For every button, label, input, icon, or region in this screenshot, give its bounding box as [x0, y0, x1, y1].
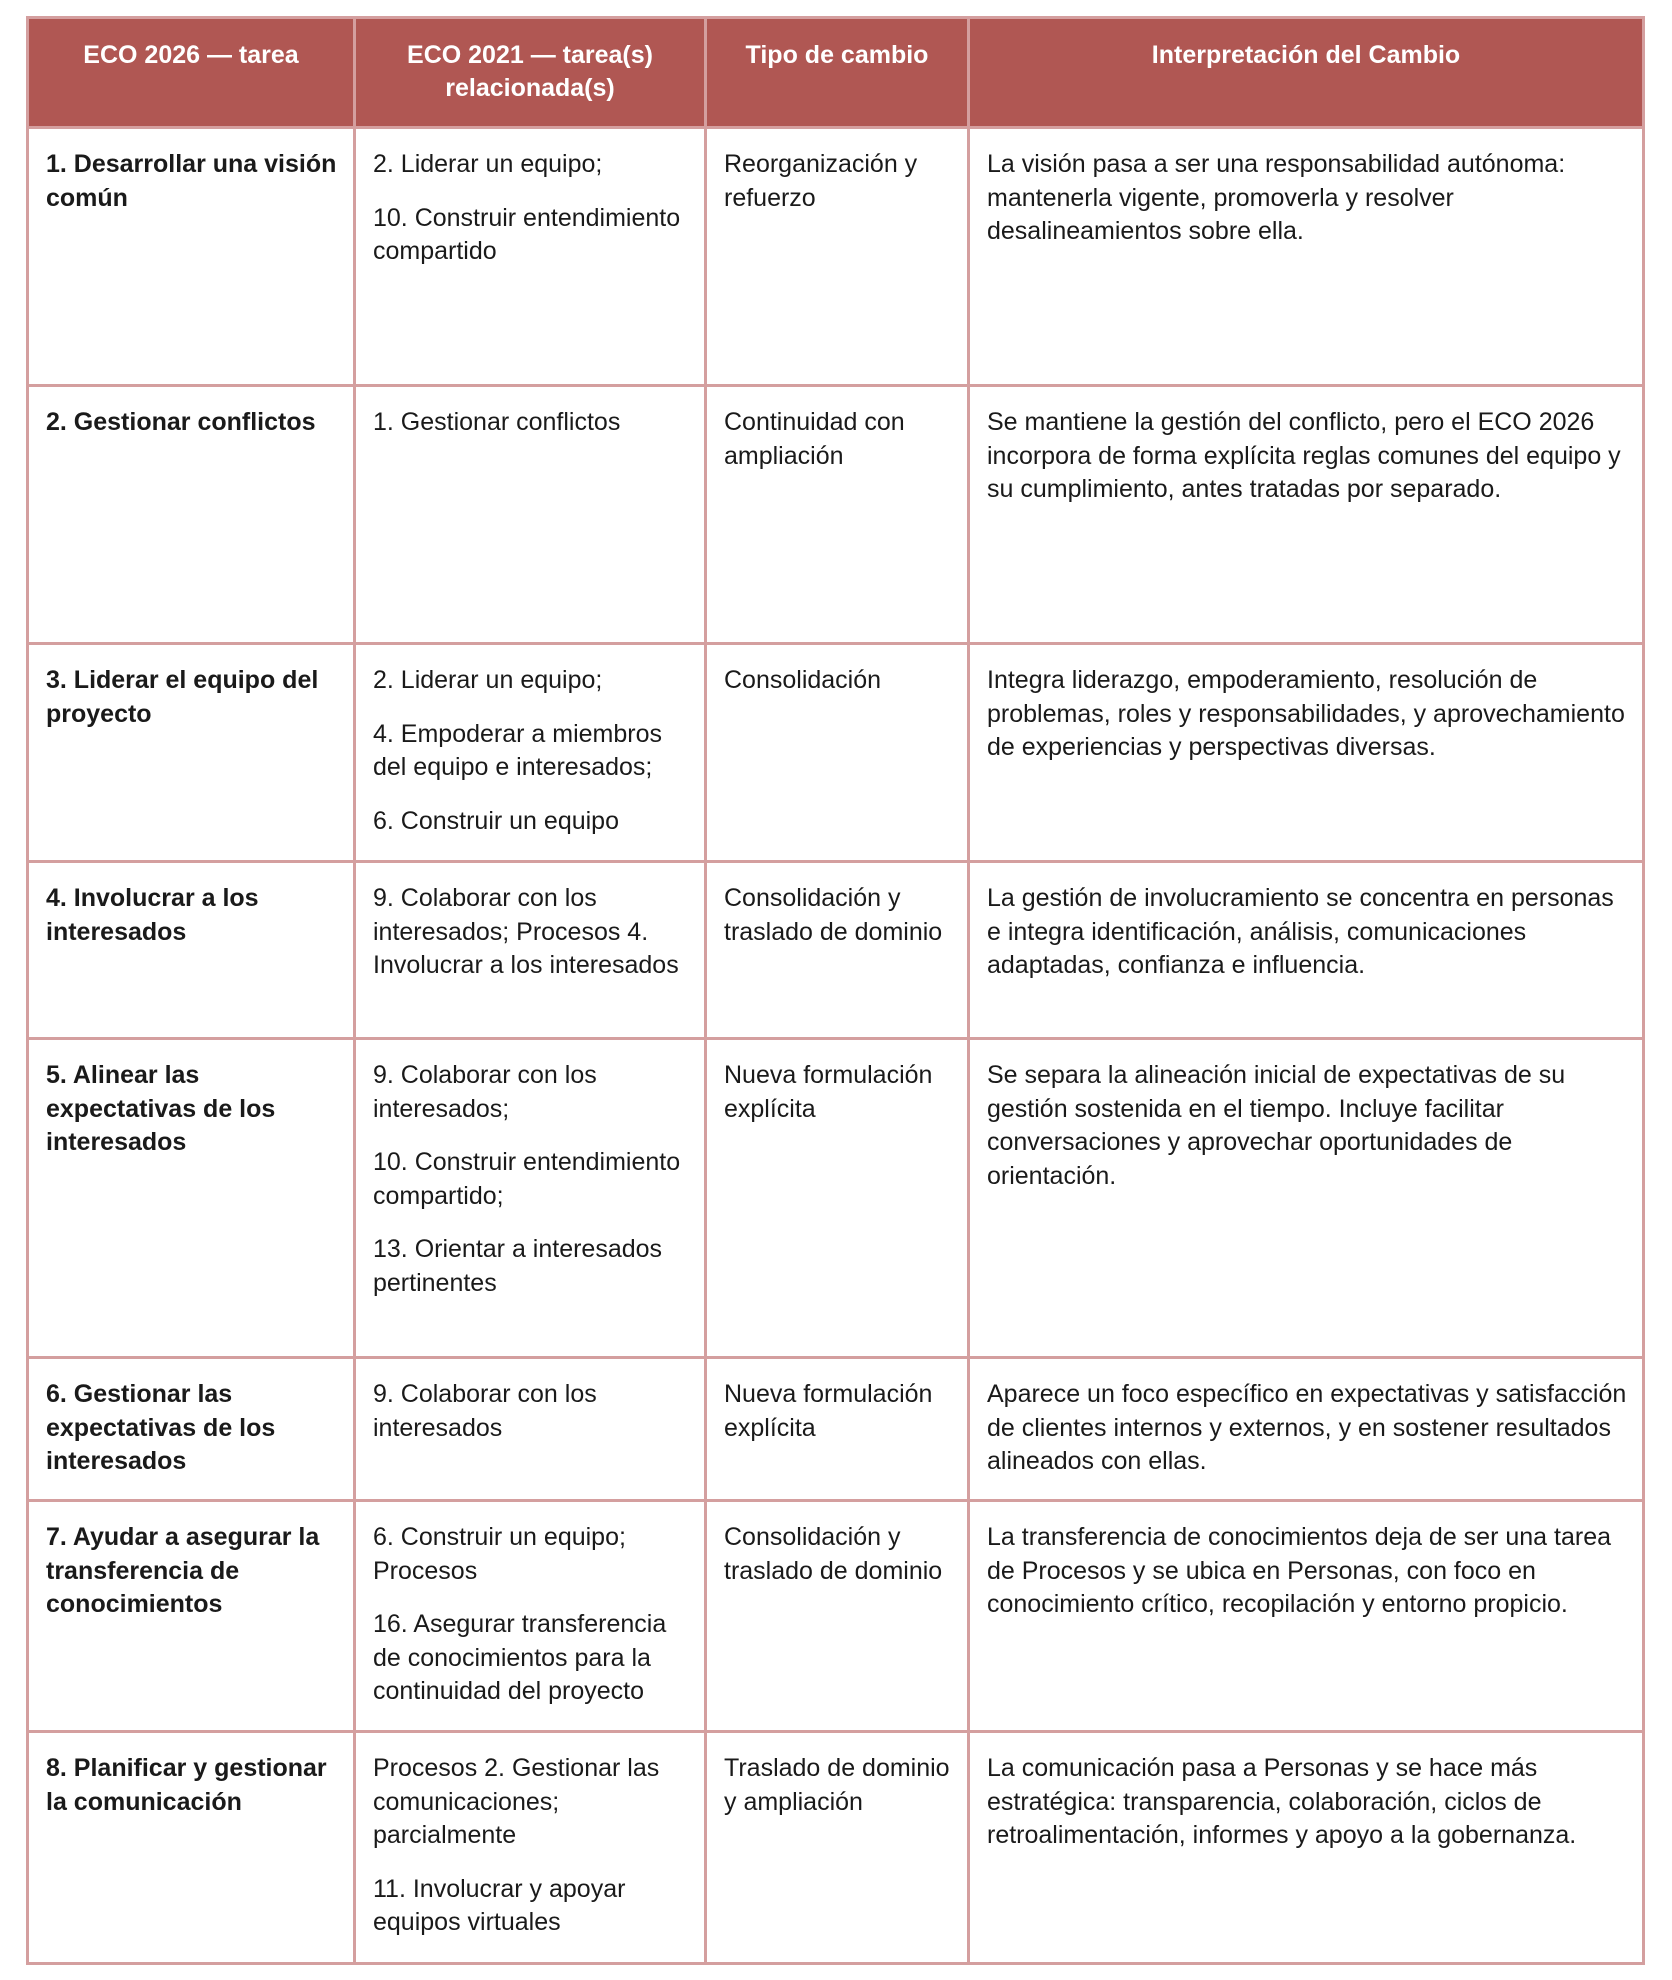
table-row — [28, 1501, 1644, 1732]
interpretation-cell: Se mantiene la gestión del conflicto, pero el ECO 2026 incorpora de forma explícita reglas comunes del equipo y su cumplimiento, antes tratadas por separado. — [969, 386, 1644, 644]
task-cell: 4. Involucrar a los interesados — [28, 862, 355, 1039]
task-cell: 8. Planificar y gestionar la comunicación — [28, 1732, 355, 1964]
related-item: 2. Liderar un equipo; — [373, 666, 603, 694]
interpretation-cell: Aparece un foco específico en expectativas y satisfacción de clientes internos y externos, y en sostener resultados alineados con ellas. — [969, 1358, 1644, 1501]
task-cell: 2. Gestionar conflictos — [28, 386, 355, 644]
task-cell: 6. Gestionar las expectativas de los interesados — [28, 1358, 355, 1501]
related-item: 11. Involucrar y apoyar equipos virtuales — [373, 1874, 626, 1936]
table-body — [28, 128, 1644, 1964]
related-item: 9. Colaborar con los interesados; Procesos 4. Involucrar a los interesados — [373, 884, 679, 979]
table-row — [28, 128, 1644, 386]
change-type-cell: Traslado de dominio y ampliación — [706, 1732, 969, 1964]
table-row — [28, 862, 1644, 1039]
change-type-cell: Consolidación — [706, 644, 969, 862]
related-item: 9. Colaborar con los interesados — [373, 1380, 597, 1442]
task-cell: 1. Desarrollar una visión común — [28, 128, 355, 386]
header-eco-2026: ECO 2026 — tarea — [28, 18, 355, 128]
interpretation-cell: La gestión de involucramiento se concentra en personas e integra identificación, análisis, comunicaciones adaptadas, confianza e influencia. — [969, 862, 1644, 1039]
interpretation-cell: La transferencia de conocimientos deja de ser una tarea de Procesos y se ubica en Personas, con foco en conocimiento crítico, recopilación y entorno propicio. — [969, 1501, 1644, 1732]
related-cell — [355, 644, 706, 862]
task-cell: 3. Liderar el equipo del proyecto — [28, 644, 355, 862]
header-interpretation: Interpretación del Cambio — [969, 18, 1644, 128]
related-item: Procesos 2. Gestionar las comunicaciones; parcialmente — [373, 1754, 660, 1849]
change-type-cell: Nueva formulación explícita — [706, 1358, 969, 1501]
related-cell — [355, 1358, 706, 1501]
related-item: 6. Construir un equipo; Procesos — [373, 1523, 626, 1585]
table-row — [28, 1358, 1644, 1501]
header-eco-2021: ECO 2021 — tarea(s) relacionada(s) — [355, 18, 706, 128]
related-cell — [355, 1501, 706, 1732]
related-cell — [355, 862, 706, 1039]
change-type-cell: Continuidad con ampliación — [706, 386, 969, 644]
change-type-cell: Consolidación y traslado de dominio — [706, 1501, 969, 1732]
related-item: 4. Empoderar a miembros del equipo e interesados; — [373, 719, 663, 781]
task-cell: 5. Alinear las expectativas de los interesados — [28, 1039, 355, 1358]
change-type-cell: Nueva formulación explícita — [706, 1039, 969, 1358]
related-cell — [355, 1732, 706, 1964]
table-row — [28, 644, 1644, 862]
interpretation-cell: Integra liderazgo, empoderamiento, resolución de problemas, roles y responsabilidades, y aprovechamiento de experiencias y perspectivas diversas. — [969, 644, 1644, 862]
change-type-cell: Consolidación y traslado de dominio — [706, 862, 969, 1039]
table-row — [28, 1732, 1644, 1964]
related-item: 10. Construir entendimiento compartido — [373, 203, 681, 265]
table-header — [28, 18, 1644, 128]
related-cell — [355, 386, 706, 644]
related-item: 10. Construir entendimiento compartido; — [373, 1148, 681, 1210]
related-item: 13. Orientar a interesados pertinentes — [373, 1235, 663, 1297]
interpretation-cell: La comunicación pasa a Personas y se hace más estratégica: transparencia, colaboración, ciclos de retroalimentación, informes y apoyo a la gobernanza. — [969, 1732, 1644, 1964]
related-item: 2. Liderar un equipo; — [373, 150, 603, 178]
comparison-table — [26, 16, 1645, 1965]
related-item: 9. Colaborar con los interesados; — [373, 1061, 597, 1123]
related-item: 6. Construir un equipo — [373, 806, 619, 835]
table-row — [28, 386, 1644, 644]
interpretation-cell: La visión pasa a ser una responsabilidad autónoma: mantenerla vigente, promoverla y resolver desalineamientos sobre ella. — [969, 128, 1644, 386]
header-change-type: Tipo de cambio — [706, 18, 969, 128]
related-item: 16. Asegurar transferencia de conocimientos para la continuidad del proyecto — [373, 1610, 667, 1705]
related-item: 1. Gestionar conflictos — [373, 408, 621, 436]
task-cell: 7. Ayudar a asegurar la transferencia de conocimientos — [28, 1501, 355, 1732]
interpretation-cell: Se separa la alineación inicial de expectativas de su gestión sostenida en el tiempo. Incluye facilitar conversaciones y aprovechar oportunidades de orientación. — [969, 1039, 1644, 1358]
related-cell — [355, 128, 706, 386]
change-type-cell: Reorganización y refuerzo — [706, 128, 969, 386]
related-cell — [355, 1039, 706, 1358]
table-row — [28, 1039, 1644, 1358]
header-row — [28, 18, 1644, 128]
